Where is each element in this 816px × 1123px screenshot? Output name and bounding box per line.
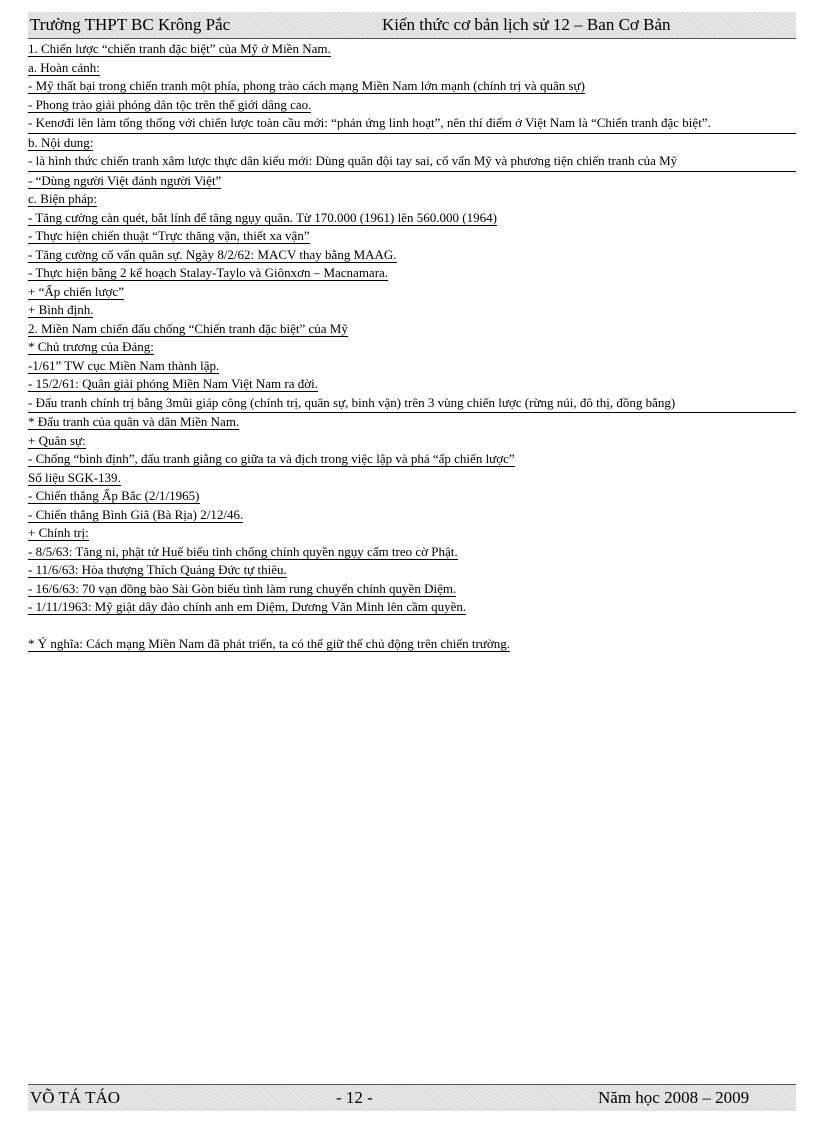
text-line: - Thực hiện bằng 2 kế hoạch Stalay-Taylo và Giônxơn – Macnamara. xyxy=(28,265,389,280)
text-line: - Tăng cường cố vấn quân sự. Ngày 8/2/62: MACV thay bằng MAAG. xyxy=(28,246,397,262)
text-line: - Phong trào giải phóng dân tộc trên thế giới dâng cao. xyxy=(28,96,312,112)
text-line: - 15/2/61: Quân giải phóng Miền Nam Việt Nam ra đời. xyxy=(28,376,318,391)
conclusion-line: * Ý nghĩa: Cách mạng Miền Nam đã phát triển, ta có thể giữ thế chủ động trên chiến trường. xyxy=(28,635,510,651)
page-header xyxy=(28,12,796,39)
subheading: a. Hoàn cảnh: xyxy=(28,59,100,75)
text-line: - 8/5/63: Tăng ni, phật tử Huế biểu tình chống chính quyền ngụy cấm treo cờ Phật. xyxy=(28,543,458,559)
text-line: - Tăng cường càn quét, bắt lính để tăng ngụy quân. Từ 170.000 (1961) lên 560.000 (1964) xyxy=(28,209,497,225)
footer-author: VÕ TÁ TÁO xyxy=(30,1088,121,1107)
subheading: c. Biện pháp: xyxy=(28,191,97,206)
header-subject: Kiến thức cơ bản lịch sử 12 – Ban Cơ Bản xyxy=(382,15,671,34)
text-line: - Chiến thắng Ấp Bắc (2/1/1965) xyxy=(28,488,200,503)
subheading: * Chủ trương của Đảng: xyxy=(28,339,154,354)
text-line: - Chống “bình định”, đấu tranh giằng co giữa ta và địch trong việc lập và phá “ấp chiến lược” xyxy=(28,451,515,466)
text-line: - Kenơđi lên làm tổng thống với chiến lược toàn cầu mới: “phản ứng linh hoạt”, nên thí điểm ở Việt Nam là “Chiến tranh đặc biệt”. xyxy=(28,114,796,134)
subheading: * Đấu tranh của quân và dân Miền Nam. xyxy=(28,414,240,429)
text-line: - Thực hiện chiến thuật “Trực thăng vận, thiết xa vận” xyxy=(28,228,310,243)
text-line: Số liệu SGK-139. xyxy=(28,469,121,485)
text-line: - 11/6/63: Hòa thượng Thích Quảng Đức tự thiêu. xyxy=(28,562,287,577)
section-heading: 1. Chiến lược “chiến tranh đặc biệt” của Mỹ ở Miền Nam. xyxy=(28,41,331,56)
text-line: + “Ấp chiến lược” xyxy=(28,283,124,299)
section-heading: 2. Miền Nam chiến đấu chống “Chiến tranh đặc biệt” của Mỹ xyxy=(28,320,348,336)
text-line: - Đấu tranh chính trị bằng 3mũi giáp công (chính trị, quân sự, binh vận) trên 3 vùng chiến lược (rừng núi, đô thị, đồng bằng) xyxy=(28,394,796,414)
footer-school-year: Năm học 2008 – 2009 xyxy=(598,1088,750,1107)
text-line: - Mỹ thất bại trong chiến tranh một phía, phong trào cách mạng Miền Nam lớn mạnh (chính trị và quân sự) xyxy=(28,78,585,93)
text-line: - 16/6/63: 70 vạn đồng bào Sài Gòn biểu tình làm rung chuyển chính quyền Diệm. xyxy=(28,580,457,596)
subheading: b. Nội dung: xyxy=(28,134,94,150)
text-line: - “Dùng người Việt đánh người Việt” xyxy=(28,172,222,188)
text-line: -1/61” TW cục Miền Nam thành lập. xyxy=(28,357,220,373)
header-school: Trường THPT BC Krông Pắc xyxy=(30,15,231,34)
text-line: + Bình định. xyxy=(28,302,94,317)
document-body xyxy=(28,40,796,653)
subheading: + Quân sự: xyxy=(28,432,86,448)
page-footer xyxy=(28,1084,796,1111)
subheading: + Chính trị: xyxy=(28,525,89,540)
text-line: - là hình thức chiến tranh xâm lược thực dân kiểu mới: Dùng quân đội tay sai, cố vấn Mỹ và phương tiện chiến tranh của Mỹ xyxy=(28,152,796,172)
footer-page-number: - 12 - xyxy=(336,1088,373,1107)
text-line: - Chiến thắng Bình Giã (Bà Rịa) 2/12/46. xyxy=(28,506,244,522)
text-line: - 1/11/1963: Mỹ giật dây đảo chính anh em Diệm, Dương Văn Minh lên cầm quyền. xyxy=(28,599,467,614)
blank-line xyxy=(28,617,796,635)
